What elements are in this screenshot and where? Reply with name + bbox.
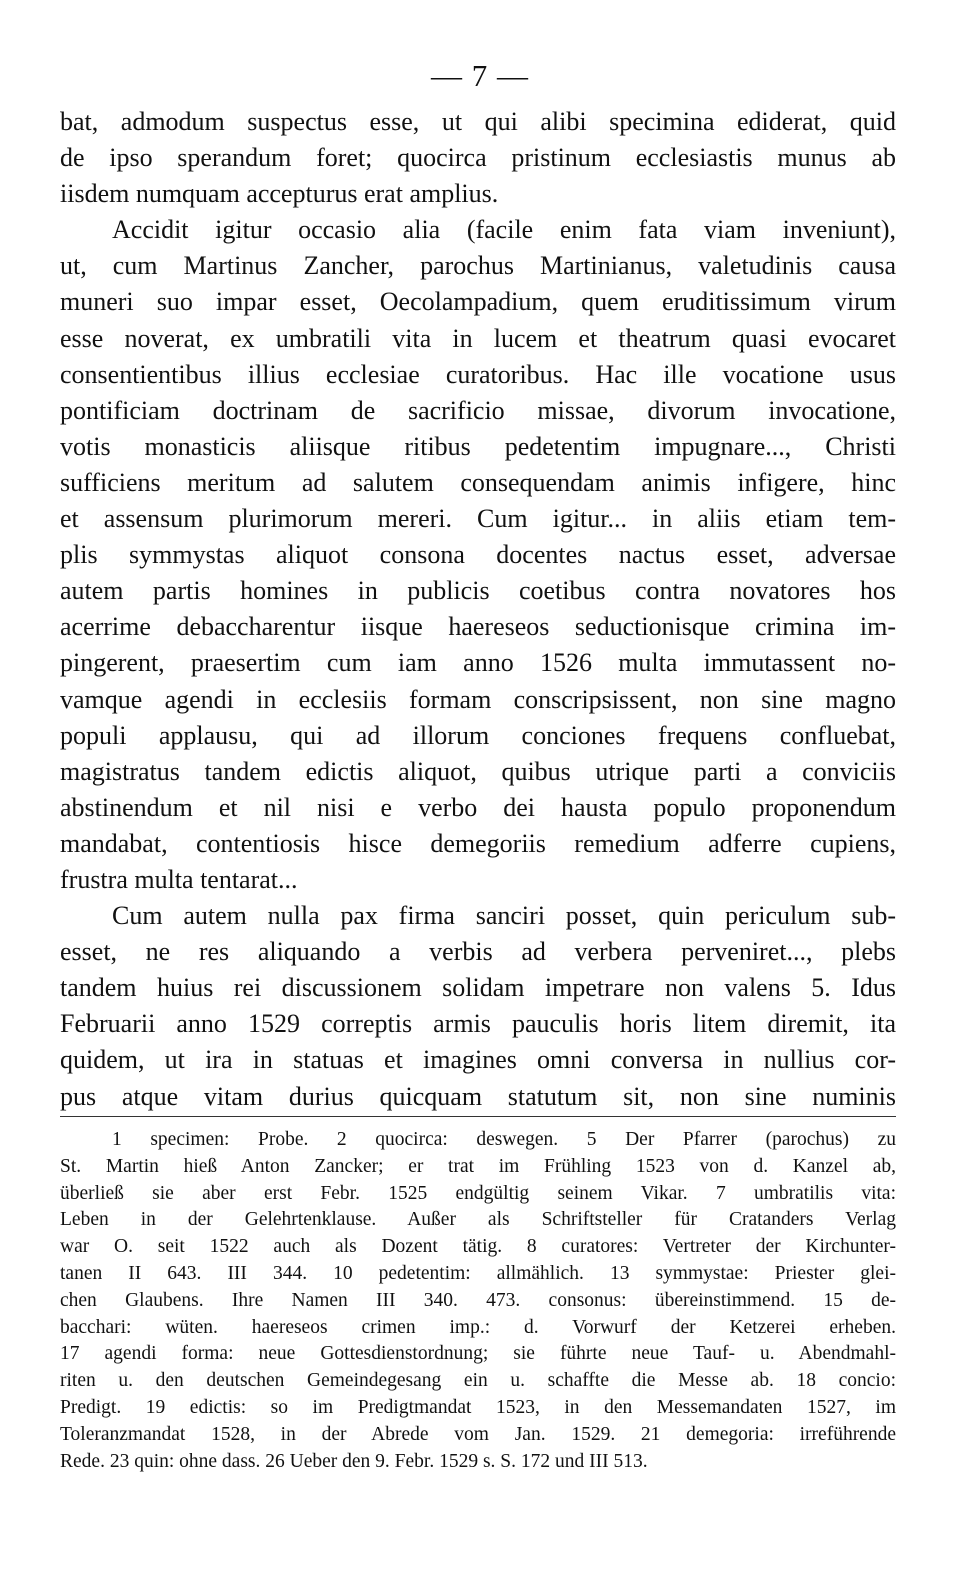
footnote-line: Rede. 23 quin: ohne dass. 26 Ueber den 9. Febr. 1529 s. S. 172 und III 513. (60, 1450, 648, 1472)
main-text (60, 104, 896, 1115)
footnote-line: bacchari: wüten. haereseos crimen imp.: d. Vorwurf der Ketzerei erheben. (60, 1316, 896, 1338)
footnote-line: tanen II 643. III 344. 10 pedetentim: allmählich. 13 symmystae: Priester glei- (60, 1262, 896, 1284)
text-line: ut, cum Martinus Zancher, parochus Martinianus, valetudinis causa (60, 251, 896, 281)
text-line: plis symmystas aliquot consona docentes nactus esset, adversae (60, 540, 896, 570)
footnote-line: Leben in der Gelehrtenklause. Außer als Schriftsteller für Cratanders Verlag (60, 1209, 896, 1231)
text-line: autem partis homines in publicis coetibus contra novatores hos (60, 576, 896, 606)
text-line: magistratus tandem edictis aliquot, quibus utrique parti a conviciis (60, 756, 896, 786)
text-line: populi applausu, qui ad illorum conciones frequens confluebat, (60, 720, 896, 750)
footnote-line: 17 agendi forma: neue Gottesdienstordnung; sie führte neue Tauf- u. Abendmahl- (60, 1343, 896, 1365)
text-line: pingerent, praesertim cum iam anno 1526 multa immutassent no- (60, 648, 896, 678)
footnote-line: Predigt. 19 edictis: so im Predigtmandat 1523, in den Messemandaten 1527, im (60, 1396, 896, 1418)
footnote-line: 1 specimen: Probe. 2 quocirca: deswegen. 5 Der Pfarrer (parochus) zu (112, 1129, 896, 1150)
text-line: acerrime debaccharentur iisque haereseos seductionisque crimina im- (60, 612, 896, 642)
footnote-divider (60, 1116, 896, 1117)
text-line: frustra multa tentarat... (60, 864, 298, 894)
text-line: pontificiam doctrinam de sacrificio missae, divorum invocatione, (60, 395, 896, 425)
footnote-line: riten u. den deutschen Gemeindegesang ein u. schaffte die Messe ab. 18 concio: (60, 1370, 896, 1392)
text-line: votis monasticis aliisque ritibus pedetentim impugnare..., Christi (60, 431, 896, 461)
footnotes (60, 1127, 896, 1475)
text-line: Cum autem nulla pax firma sanciri posset, quin periculum sub- (112, 901, 896, 931)
text-line: esset, ne res aliquando a verbis ad verbera perveniret..., plebs (60, 937, 896, 967)
text-line: esse noverat, ex umbratili vita in lucem et theatrum quasi evocaret (60, 323, 896, 353)
footnote-line: St. Martin hieß Anton Zancker; er trat im Frühling 1523 von d. Kanzel ab, (60, 1155, 896, 1177)
footnote-line: Toleranzmandat 1528, in der Abrede vom Jan. 1529. 21 demegoria: irreführende (60, 1423, 896, 1445)
text-line: mandabat, contentiosis hisce demegoriis remedium adferre cupiens, (60, 828, 896, 858)
text-line: sufficiens meritum ad salutem consequendam animis infigere, hinc (60, 467, 896, 497)
text-line: iisdem numquam accepturus erat amplius. (60, 179, 499, 209)
text-line: bat, admodum suspectus esse, ut qui alibi specimina ediderat, quid (60, 107, 896, 136)
text-line: pus atque vitam durius quicquam statutum sit, non sine numinis (60, 1081, 896, 1111)
text-line: vamque agendi in ecclesiis formam conscripsissent, non sine magno (60, 684, 896, 714)
footnote-line: war O. seit 1522 auch als Dozent tätig. 8 curatores: Vertreter der Kirchunter- (60, 1236, 896, 1258)
text-line: consentientibus illius ecclesiae curatoribus. Hac ille vocatione usus (60, 359, 896, 389)
page-number: — 7 — (431, 58, 529, 93)
text-line: Februarii anno 1529 correptis armis pauculis horis litem diremit, ita (60, 1009, 896, 1039)
text-line: de ipso sperandum foret; quocirca pristinum ecclesiastis munus ab (60, 143, 896, 173)
text-line: muneri suo impar esset, Oecolampadium, quem eruditissimum virum (60, 287, 896, 317)
text-line: quidem, ut ira in statuas et imagines omni conversa in nullius cor- (60, 1045, 896, 1075)
footnote-line: chen Glaubens. Ihre Namen III 340. 473. consonus: übereinstimmend. 15 de- (60, 1289, 896, 1311)
text-line: Accidit igitur occasio alia (facile enim fata viam inveniunt), (112, 215, 896, 245)
text-line: et assensum plurimorum mereri. Cum igitur... in aliis etiam tem- (60, 504, 896, 534)
text-line: tandem huius rei discussionem solidam impetrare non valens 5. Idus (60, 973, 896, 1003)
text-line: abstinendum et nil nisi e verbo dei hausta populo proponendum (60, 792, 896, 822)
footnote-line: überließ sie aber erst Febr. 1525 endgültig seinem Vikar. 7 umbratilis vita: (60, 1182, 896, 1204)
